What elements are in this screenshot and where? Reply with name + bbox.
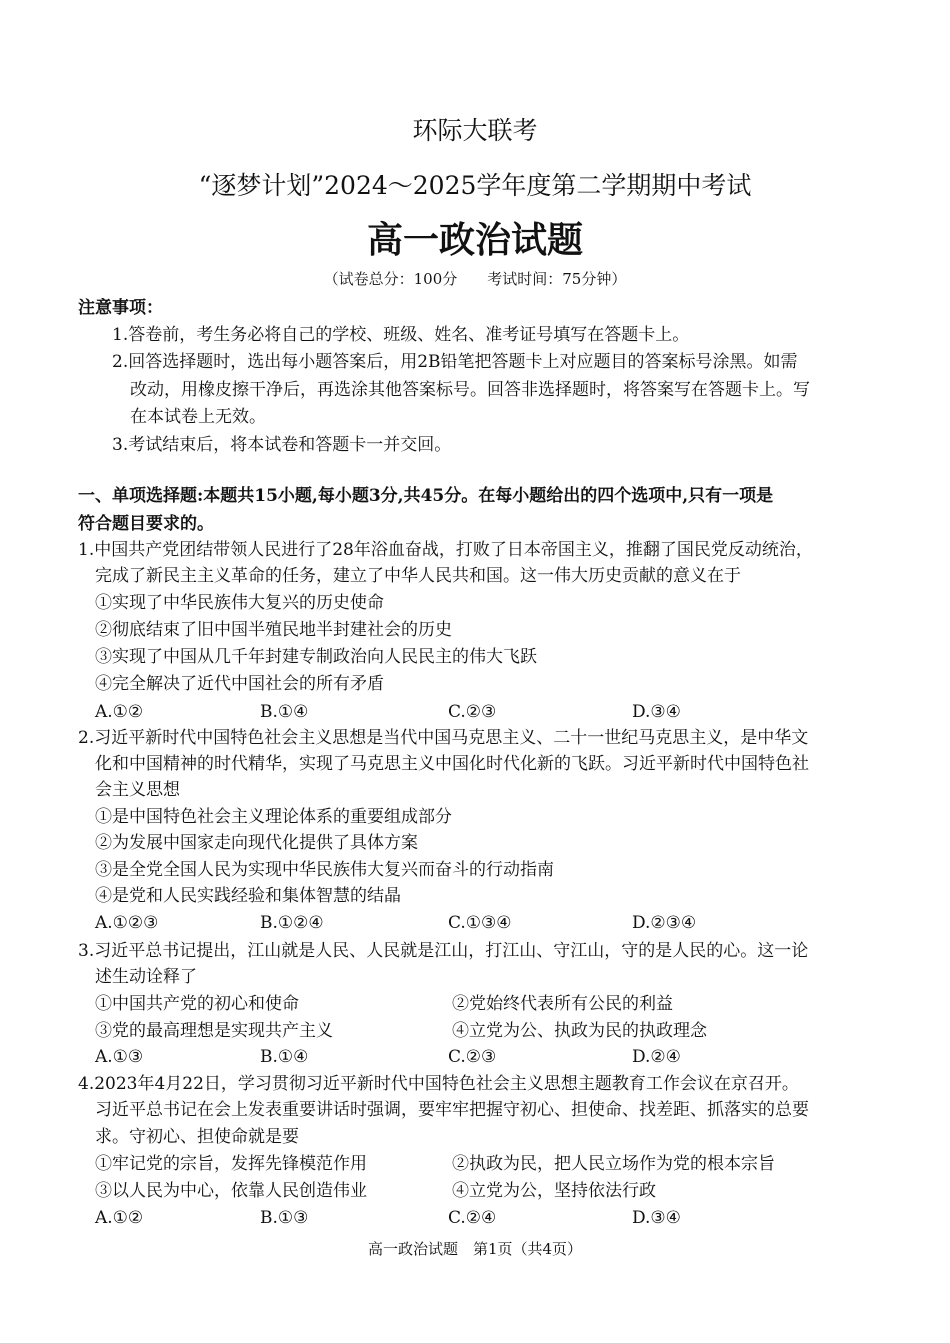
q3-item-1: ①中国共产党的初心和使命 xyxy=(95,994,299,1014)
q2-choice-d: D.②③④ xyxy=(632,913,697,933)
q3-choice-d: D.②④ xyxy=(632,1047,681,1067)
q2-choice-c: C.①③④ xyxy=(448,913,512,933)
note-2: 2.回答选择题时，选出每小题答案后，用2B铅笔把答题卡上对应题目的答案标号涂黑。如需 xyxy=(112,352,798,372)
q3-stem: 3.习近平总书记提出，江山就是人民、人民就是江山，打江山、守江山，守的是人民的心。这一论 xyxy=(78,941,809,961)
q3-choice-a: A.①③ xyxy=(95,1047,144,1067)
q2-item-2: ②为发展中国家走向现代化提供了具体方案 xyxy=(95,833,418,853)
note-1: 1.答卷前，考生务必将自己的学校、班级、姓名、准考证号填写在答题卡上。 xyxy=(112,325,690,345)
note-3: 3.考试结束后，将本试卷和答题卡一并交回。 xyxy=(112,435,452,455)
q1-choice-a: A.①② xyxy=(95,702,144,722)
exam-info: （试卷总分：100分 考试时间：75分钟） xyxy=(323,270,627,288)
q3-item-2: ②党始终代表所有公民的利益 xyxy=(452,994,673,1014)
q2-item-1: ①是中国特色社会主义理论体系的重要组成部分 xyxy=(95,807,452,827)
q1-item-2: ②彻底结束了旧中国半殖民地半封建社会的历史 xyxy=(95,620,452,640)
q4-choice-b: B.①③ xyxy=(260,1208,309,1228)
q1-choice-d: D.③④ xyxy=(632,702,681,722)
q3-choice-c: C.②③ xyxy=(448,1047,497,1067)
q3-item-3: ③党的最高理想是实现共产主义 xyxy=(95,1021,333,1041)
q1-stem-cont: 完成了新民主主义革命的任务，建立了中华人民共和国。这一伟大历史贡献的意义在于 xyxy=(95,566,741,586)
q1-item-3: ③实现了中国从几千年封建专制政治向人民民主的伟大飞跃 xyxy=(95,647,537,667)
q4-item-3: ③以人民为中心，依靠人民创造伟业 xyxy=(95,1181,367,1201)
q4-stem: 4.2023年4月22日，学习贯彻习近平新时代中国特色社会主义思想主题教育工作会议在京召开。 xyxy=(78,1074,799,1094)
q4-item-4: ④立党为公，坚持依法行政 xyxy=(452,1181,656,1201)
q4-stem-cont: 习近平总书记在会上发表重要讲话时强调，要牢牢把握守初心、担使命、找差距、抓落实的总要 xyxy=(95,1100,809,1120)
q4-choice-d: D.③④ xyxy=(632,1208,681,1228)
page-title: 高一政治试题 xyxy=(366,219,583,261)
q1-choice-c: C.②③ xyxy=(448,702,497,722)
notes-heading: 注意事项： xyxy=(78,298,163,318)
q4-item-1: ①牢记党的宗旨，发挥先锋模范作用 xyxy=(95,1154,367,1174)
page-footer: 高一政治试题 第1页（共4页） xyxy=(367,1240,583,1258)
q2-choice-a: A.①②③ xyxy=(95,913,159,933)
q1-choice-b: B.①④ xyxy=(260,702,309,722)
q2-item-3: ③是全党全国人民为实现中华民族伟大复兴而奋斗的行动指南 xyxy=(95,860,554,880)
q1-stem: 1.中国共产党团结带领人民进行了28年浴血奋战，打败了日本帝国主义，推翻了国民党反动统治， xyxy=(78,540,813,560)
q3-choice-b: B.①④ xyxy=(260,1047,309,1067)
q3-item-4: ④立党为公、执政为民的执政理念 xyxy=(452,1021,707,1041)
q1-item-1: ①实现了中华民族伟大复兴的历史使命 xyxy=(95,593,384,613)
q4-item-2: ②执政为民，把人民立场作为党的根本宗旨 xyxy=(452,1154,775,1174)
q1-item-4: ④完全解决了近代中国社会的所有矛盾 xyxy=(95,674,384,694)
q3-stem-cont: 述生动诠释了 xyxy=(95,967,197,987)
exam-name: “逐梦计划”2024～2025学年度第二学期期中考试 xyxy=(198,171,752,200)
exam-organizer: 环际大联考 xyxy=(412,116,538,145)
q2-choice-b: B.①②④ xyxy=(260,913,324,933)
q2-stem-cont2: 会主义思想 xyxy=(95,780,180,800)
section-heading-cont: 符合题目要求的。 xyxy=(78,514,214,534)
q4-choice-c: C.②④ xyxy=(448,1208,497,1228)
q2-item-4: ④是党和人民实践经验和集体智慧的结晶 xyxy=(95,886,401,906)
q4-choice-a: A.①② xyxy=(95,1208,144,1228)
note-2-cont: 改动，用橡皮擦干净后，再选涂其他答案标号。回答非选择题时，将答案写在答题卡上。写 xyxy=(130,380,810,400)
q4-stem-cont2: 求。守初心、担使命就是要 xyxy=(95,1127,299,1147)
q2-stem-cont: 化和中国精神的时代精华，实现了马克思主义中国化时代化新的飞跃。习近平新时代中国特色社 xyxy=(95,754,809,774)
q2-stem: 2.习近平新时代中国特色社会主义思想是当代中国马克思主义、二十一世纪马克思主义，是中华文 xyxy=(78,728,809,748)
note-2-cont2: 在本试卷上无效。 xyxy=(130,407,266,427)
section-heading: 一、单项选择题:本题共15小题,每小题3分,共45分。在每小题给出的四个选项中,只有一项是 xyxy=(78,486,774,506)
